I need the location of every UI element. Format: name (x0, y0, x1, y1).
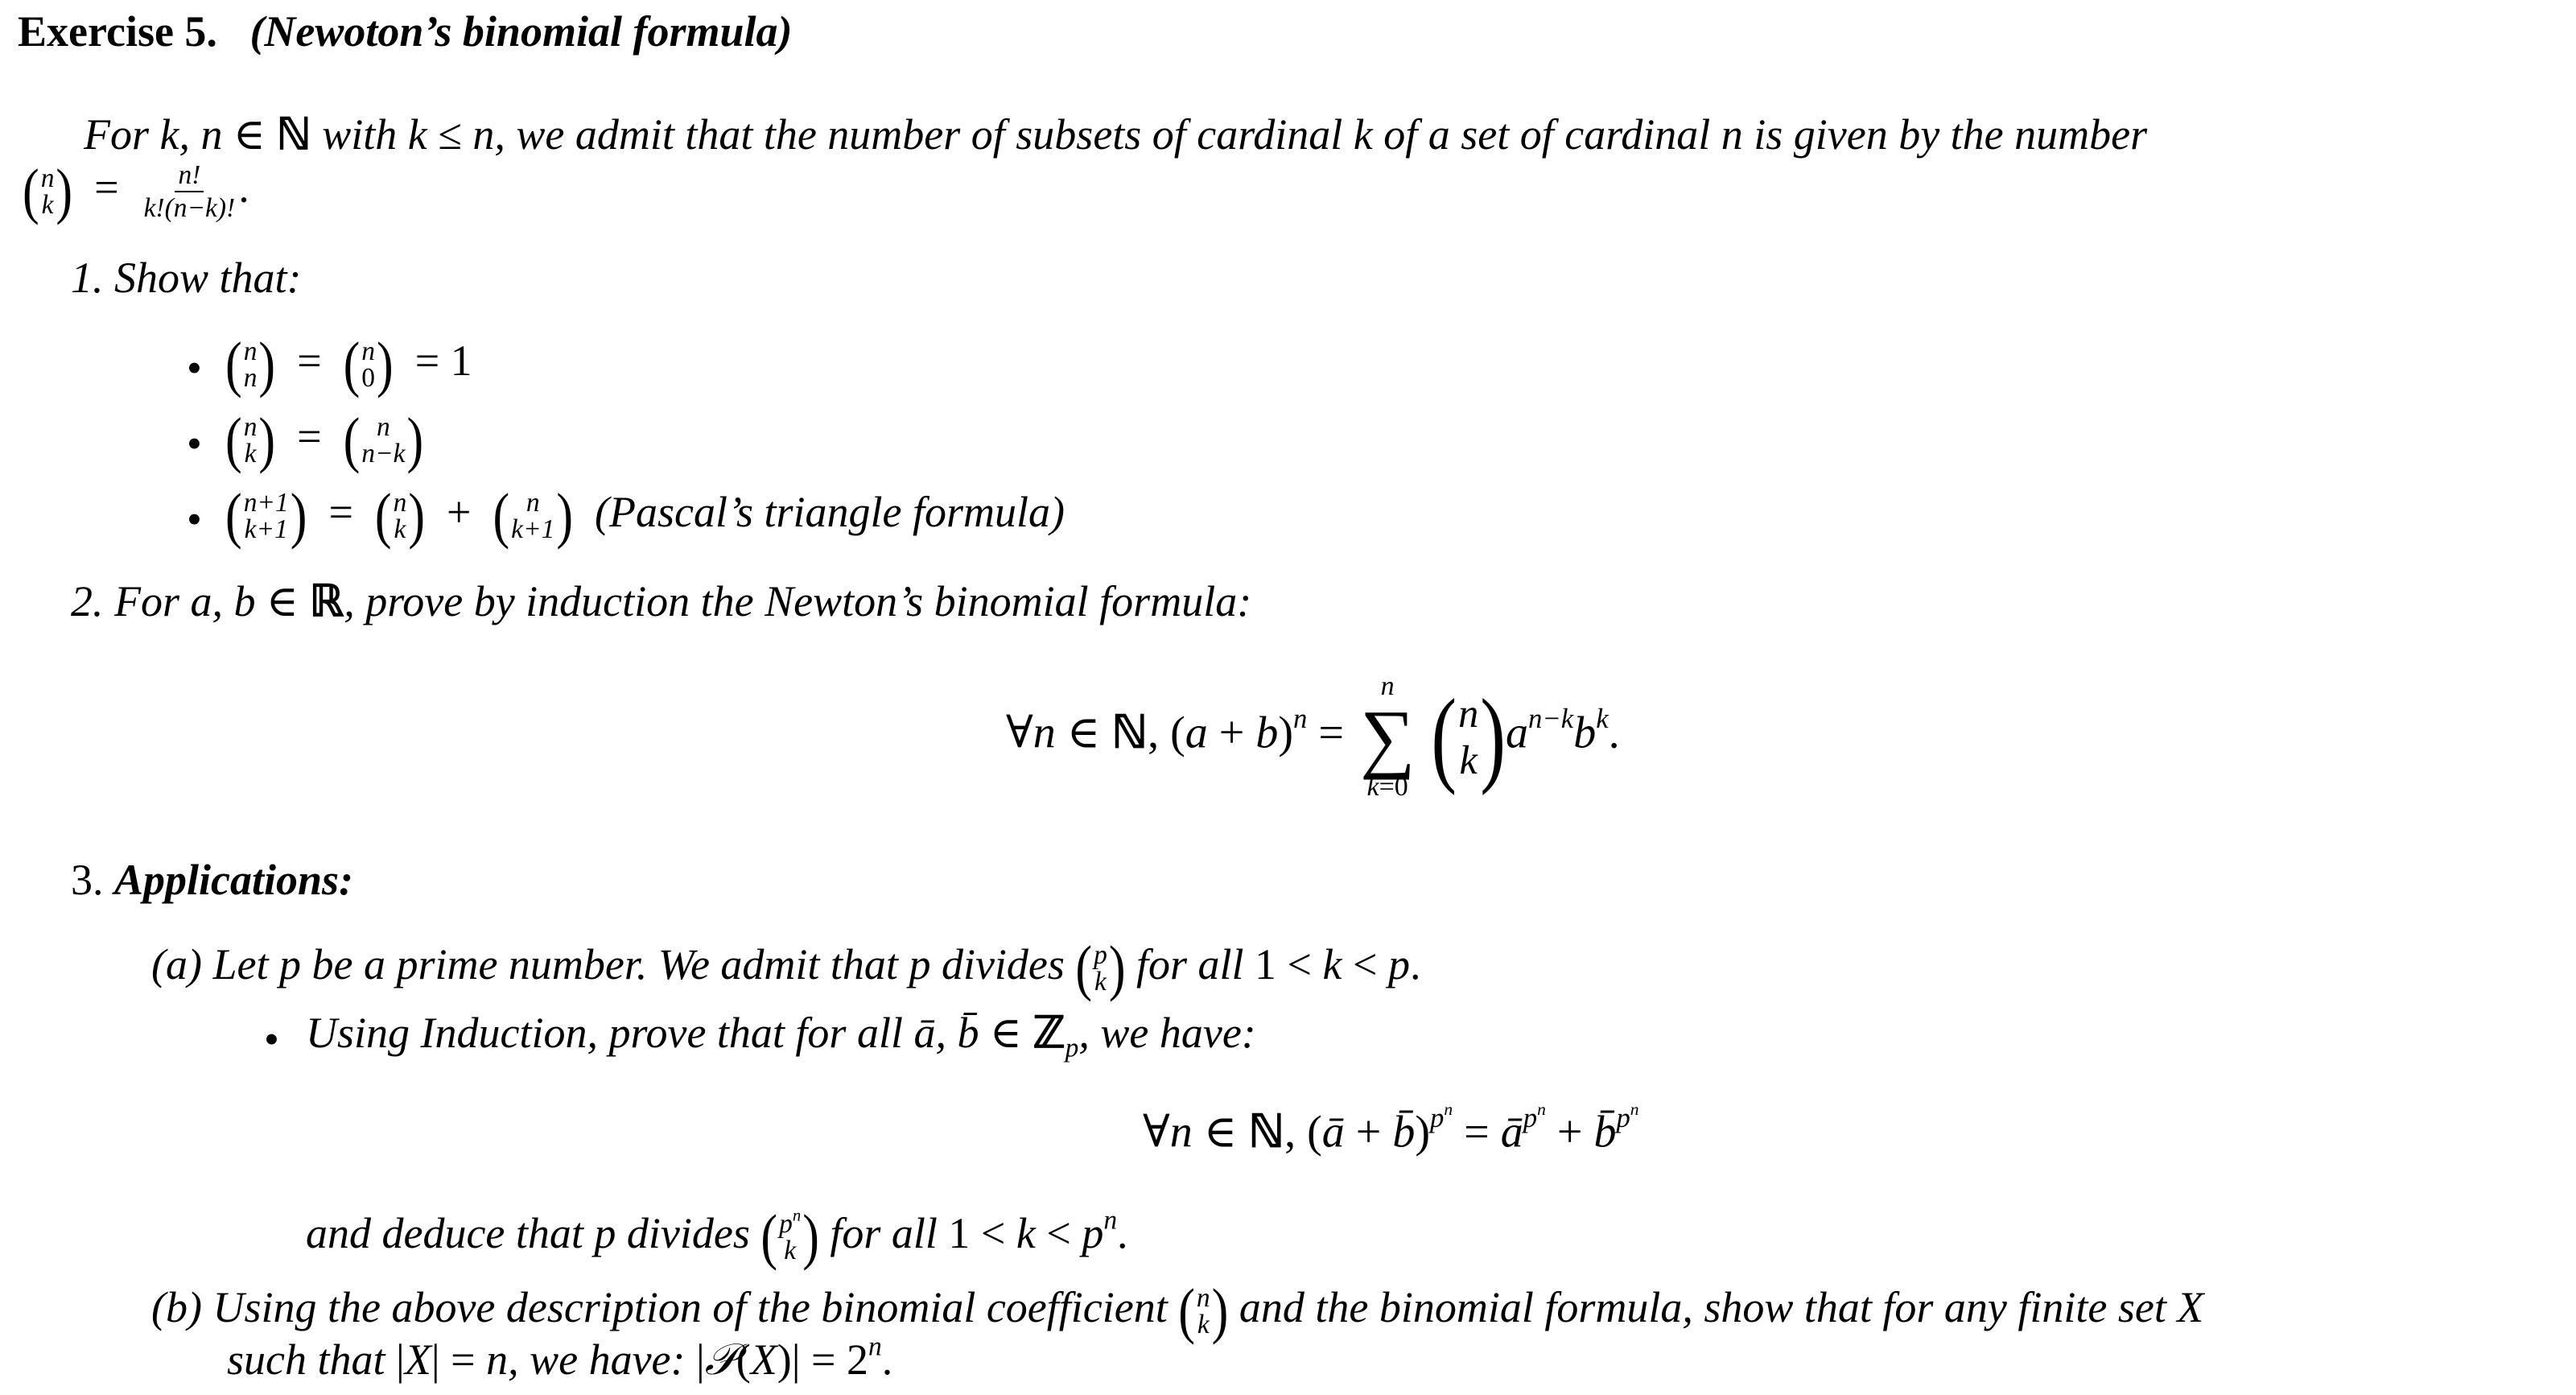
frobenius-formula: ∀n ∈ ℕ, (ā + b̄)$^{p^n}$ = $ā^{p^n}$ + b̄$^{p^n}$ (1143, 1100, 1639, 1158)
pascal-note: (Pascal’s triangle formula) (595, 487, 1065, 536)
exercise-subtitle: (Newoton’s binomial formula) (249, 7, 793, 56)
identity-1: ( n n ) = ( n 0 ) = 1 (225, 330, 472, 399)
identity-3: ( n+1 k+1 ) = ( n k ) + ( n k+1 ) (Pascal’s triangle formula) (225, 481, 1065, 551)
intro-line-1: For k, n ∈ ℕ with k ≤ n, we admit that the number of subsets of cardinal k of a set of cardinal n is given by the number (84, 110, 2148, 159)
part3b-text-4: , we have: (508, 1335, 696, 1384)
part3-heading (71, 858, 353, 902)
identity-2: ( n k ) = ( n n−k ) (225, 406, 424, 475)
part3a-text-4: for all (1125, 939, 1255, 988)
part3b-text-3: such that (227, 1335, 396, 1384)
intro-text-e: is given by the number (1742, 110, 2148, 159)
induction-text-1: Using Induction, prove that for all (306, 1009, 914, 1057)
part3-label: 3. (71, 856, 104, 904)
intro-text-b: with (311, 110, 408, 159)
intro-text-c: , we admit that the number of subsets of cardinal (494, 110, 1354, 159)
deduce-text-1: and deduce that (306, 1208, 595, 1257)
part3b-text-2: and the binomial formula, show that for any finite set (1228, 1282, 2178, 1331)
part3b-line-2: such that |X| = n, we have: |𝒫(X)| = $2^n$. (227, 1331, 893, 1384)
exercise-label: Exercise 5. (18, 7, 217, 56)
induction-line: Using Induction, prove that for all ā, b̄ ∈ ℤ$_p$, we have: (306, 1009, 1256, 1063)
bullet-3: • (187, 495, 202, 543)
part2-line: 2. For a, b ∈ ℝ, prove by induction the Newton’s binomial formula: (71, 577, 1252, 625)
part3b-label: (b) (151, 1282, 202, 1331)
part3a-text-2: be a prime number. We admit that (300, 939, 909, 988)
deduce-text-2: divides (616, 1208, 761, 1257)
part3a-text-3: divides (930, 939, 1076, 988)
induction-text-2: , we have: (1078, 1009, 1256, 1057)
part3a-line: (a) Let p be a prime number. We admit that p divides ( p k ) for all 1 < k < p. (151, 934, 1421, 1003)
exercise-title (18, 7, 793, 56)
binomial-formula: ∀n ∈ ℕ, $(a + b)^n$ = n ∑ k=0 ( n k )$a^{n-k}b^k$. (1006, 671, 1620, 803)
part2-prefix: 2. For (71, 577, 191, 625)
part3b-text-1: Using the above description of the binomial coefficient (212, 1282, 1179, 1331)
part3a-label: (a) (151, 939, 202, 988)
bullet-2: • (187, 419, 202, 468)
intro-text-d: of a set of cardinal (1372, 110, 1721, 159)
part3b-line-1: (b) Using the above description of the binomial coefficient ( n k ) and the binomial formula, show that for any finite set X (151, 1277, 2204, 1346)
part3-title: Applications: (114, 856, 354, 904)
bullet-4: • (264, 1015, 279, 1063)
intro-text-a: For (84, 110, 160, 159)
deduce-line: and deduce that p divides ( $p^n$ k ) for all $1 < k < p^n$. (306, 1203, 1128, 1272)
part3a-text-1: Let (212, 939, 279, 988)
binomial-definition: ( n k ) = $\frac{n!}{k!(n-k)!}$ . (23, 157, 249, 226)
deduce-text-3: for all (818, 1208, 949, 1257)
bullet-1: • (187, 344, 202, 392)
part1-label: 1. Show that: (71, 254, 302, 302)
part2-suffix: , prove by induction the Newton’s binomial formula: (344, 577, 1252, 625)
